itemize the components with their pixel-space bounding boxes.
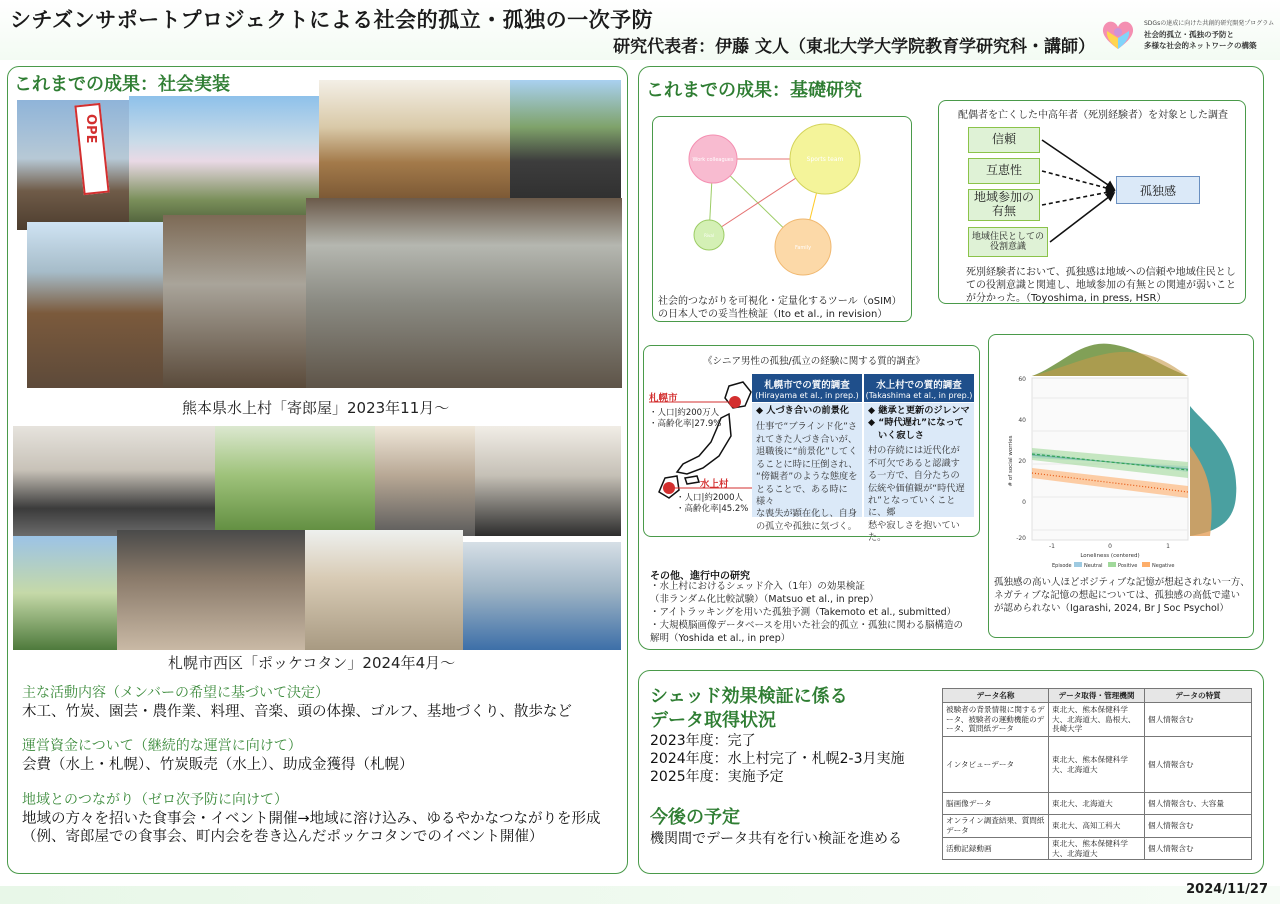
qual-col1-line: とることで、ある時に様々 bbox=[756, 483, 848, 507]
x-axis-label: Loneliness (centered) bbox=[1080, 553, 1140, 559]
label-family: Family bbox=[794, 245, 812, 251]
qual-col1-line: な喪失が顕在化し、自身 bbox=[756, 508, 858, 520]
photo-minakami-bamboo bbox=[163, 215, 306, 388]
qual-col1-body bbox=[752, 403, 862, 532]
caption-minakami: 熊本県水上村「寄郎屋」2023年11月～ bbox=[182, 399, 450, 417]
top-density-2 bbox=[1032, 352, 1188, 376]
program-logo bbox=[1100, 16, 1275, 56]
qual-col2-header-title: 水上村での質的調査 bbox=[876, 380, 962, 391]
table-row bbox=[943, 837, 1252, 860]
future-title: 今後の予定 bbox=[650, 807, 740, 828]
qual-col2-subtitle-3: いく寂しさ bbox=[878, 429, 924, 441]
qual-col2-line: 伝統や価値観が“時代遅 bbox=[868, 482, 965, 494]
osim-caption-2: の日本人での妥当性検証（Ito et al., in revision） bbox=[658, 309, 888, 320]
funding-title: 運営資金について（継続的な運営に向けて） bbox=[22, 738, 302, 754]
xtick-0: 0 bbox=[1108, 543, 1112, 550]
qual-col1-line: ることに時に圧倒され、 bbox=[756, 458, 858, 470]
qual-col2-line: 不可欠であると認識す bbox=[868, 457, 960, 469]
qual-col1-text bbox=[756, 421, 858, 533]
label-sports-team: Sports team bbox=[806, 156, 844, 163]
banner-text: OPE bbox=[83, 114, 98, 144]
photo-minakami-cherry-blossoms bbox=[129, 96, 319, 226]
qualitative-title: 《シニア男性の孤独/孤立の経験に関する質的調査》 bbox=[703, 356, 925, 367]
arrow-role bbox=[1050, 193, 1114, 242]
logo-program-text: SDGsの達成に向けた共創的研究開発プログラム bbox=[1144, 20, 1275, 27]
community-body-2: （例、寄郎屋での食事会、町内会を巻き込んだポッケコタンでのイベント開催） bbox=[22, 829, 544, 845]
sapporo-label: 札幌市 bbox=[649, 393, 678, 404]
ongoing-item: （非ランダム化比較試験）（Matsuo et al., in prep） bbox=[650, 594, 879, 605]
qual-col2-line: 村の存続には近代化が bbox=[868, 445, 960, 457]
loneliness-plot bbox=[990, 336, 1252, 572]
arrow-trust bbox=[1042, 140, 1114, 189]
photo-minakami-building bbox=[27, 222, 163, 388]
poster-date: 2024/11/27 bbox=[1186, 882, 1268, 897]
shed-status-2025: 2025年度：実施予定 bbox=[650, 769, 784, 785]
qual-col1-line: 退職後に“前景化”してく bbox=[756, 446, 858, 458]
survey-arrows bbox=[1040, 127, 1120, 257]
marker-minakami bbox=[663, 482, 675, 494]
table-row bbox=[943, 703, 1252, 737]
legend-neutral: Neutral bbox=[1084, 563, 1103, 569]
table-cell: 個人情報含む、大容量 bbox=[1145, 793, 1252, 815]
minakami-population: ・人口|約2000人 bbox=[676, 493, 743, 503]
factor-role-line2: 役割意識 bbox=[989, 242, 1026, 252]
table-cell: 東北大、北海道大 bbox=[1049, 793, 1145, 815]
photo-sapporo-golf bbox=[13, 536, 117, 650]
table-cell: 東北大、高知工科大 bbox=[1049, 815, 1145, 838]
photo-sapporo-meeting bbox=[475, 426, 621, 536]
table-cell: 東北大、熊本保健科学大、北海道大、島根大、長崎大学 bbox=[1049, 703, 1145, 737]
photo-minakami-field bbox=[510, 80, 621, 215]
ongoing-title: その他、進行中の研究 bbox=[650, 571, 750, 582]
xtick-1: 1 bbox=[1166, 543, 1170, 550]
qual-col1-line: 仕事で“ブラインド化”さ bbox=[756, 421, 858, 433]
legend-title: Episode bbox=[1052, 563, 1072, 569]
legend-positive: Positive bbox=[1118, 563, 1138, 569]
sapporo-aging: ・高齢化率|27.9% bbox=[649, 419, 722, 429]
legend-swatch-positive bbox=[1108, 562, 1116, 567]
logo-line-1: 社会的孤立・孤独の予防と bbox=[1144, 30, 1234, 39]
table-row bbox=[943, 815, 1252, 838]
ytick-minus20: -20 bbox=[1016, 535, 1026, 542]
sapporo-population: ・人口|約200万人 bbox=[649, 408, 720, 418]
ytick-20: 20 bbox=[1018, 458, 1026, 465]
osim-caption-1: 社会的つながりを可視化・定量化するツール（oSIM） bbox=[658, 296, 902, 307]
survey-note-3: が分かった。（Toyoshima, in press, HSR） bbox=[966, 293, 1167, 304]
photo-sapporo-outdoor bbox=[463, 542, 621, 650]
photo-sapporo-garden bbox=[215, 426, 375, 536]
arrow-participation bbox=[1042, 191, 1114, 205]
data-table-header: データ名称 bbox=[943, 689, 1049, 703]
qual-col2-body bbox=[864, 403, 974, 544]
table-cell: 個人情報含む bbox=[1145, 737, 1252, 793]
shed-title-1: シェッド効果検証に係る bbox=[650, 686, 848, 707]
photo-minakami-workshop bbox=[306, 198, 622, 388]
table-cell: 被験者の背景情報に関するデータ、被験者の運動機能のデータ、質問紙データ bbox=[943, 703, 1049, 737]
minakami-label: 水上村 bbox=[700, 479, 729, 490]
table-cell: 脳画像データ bbox=[943, 793, 1049, 815]
photo-sapporo-music bbox=[13, 426, 215, 536]
activities-title: 主な活動内容（メンバーの希望に基づいて決定） bbox=[22, 685, 330, 701]
community-title: 地域とのつながり（ゼロ次予防に向けて） bbox=[22, 792, 288, 808]
osim-network-diagram bbox=[653, 117, 911, 287]
qual-col2-subtitle-2: ◆ “時代遅れ”になって bbox=[868, 417, 964, 429]
qual-col2-header-cite: (Takashima et al., in prep.) bbox=[865, 391, 973, 400]
legend-swatch-neutral bbox=[1074, 562, 1082, 567]
ytick-60: 60 bbox=[1018, 376, 1026, 383]
legend-negative: Negative bbox=[1152, 563, 1175, 569]
qual-col2-subtitle-1: ◆ 継承と更新のジレンマ bbox=[868, 405, 970, 416]
funding-body: 会費（水上・札幌）、竹炭販売（水上）、助成金獲得（札幌） bbox=[22, 757, 414, 773]
plot-caption-3: が認められない（Igarashi, 2024, Br J Soc Psychol） bbox=[994, 603, 1229, 614]
legend-swatch-negative bbox=[1142, 562, 1150, 567]
survey-note-1: 死別経験者において、孤独感は地域への信頼や地域住民とし bbox=[966, 267, 1236, 278]
photo-sapporo-group bbox=[117, 530, 305, 650]
ongoing-item: ・大規模脳画像データベースを用いた社会的孤立・孤独に関わる脳構造の bbox=[650, 620, 964, 631]
principal-investigator: 研究代表者：伊藤 文人（東北大学大学院教育学研究科・講師） bbox=[613, 37, 1095, 57]
heart-logo-icon bbox=[1100, 18, 1136, 52]
shed-title-2: データ取得状況 bbox=[650, 710, 776, 731]
survey-title: 配偶者を亡くした中高年者（死別経験者）を対象とした調査 bbox=[958, 110, 1228, 121]
ongoing-item: ・アイトラッキングを用いた孤独予測（Takemoto et al., submitted） bbox=[650, 607, 957, 618]
photo-minakami-shop bbox=[17, 100, 129, 230]
table-cell: インタビューデータ bbox=[943, 737, 1049, 793]
qual-col2-line: 愁や寂しさを抱いていた。 bbox=[868, 519, 960, 544]
activities-body: 木工、竹炭、園芸・農作業、料理、音楽、頭の体操、ゴルフ、基地づくり、散歩など bbox=[22, 704, 572, 720]
table-cell: 個人情報含む bbox=[1145, 703, 1252, 737]
arrow-reciprocity bbox=[1042, 171, 1114, 190]
factor-trust: 信頼 bbox=[968, 127, 1040, 153]
factor-role-line1: 地域住民としての bbox=[971, 231, 1044, 242]
caption-sapporo: 札幌市西区「ポッケコタン」2024年4月～ bbox=[168, 654, 456, 672]
photo-sapporo-dinner bbox=[305, 530, 463, 650]
community-body-1: 地域の方々を招いた食事会・イベント開催→地域に溶け込み、ゆるやかなつながりを形成 bbox=[22, 811, 601, 827]
table-row bbox=[943, 737, 1252, 793]
photo-minakami-interior bbox=[319, 80, 510, 198]
qual-col1-line: “傍観者”のような態度を bbox=[756, 471, 858, 483]
footer-bar bbox=[0, 886, 1280, 904]
outcome-loneliness: 孤独感 bbox=[1116, 176, 1200, 204]
marker-sapporo bbox=[729, 396, 741, 408]
table-row bbox=[943, 793, 1252, 815]
table-cell: 個人情報含む bbox=[1145, 837, 1252, 860]
shed-status-2024: 2024年度：水上村完了・札幌2-3月実施 bbox=[650, 751, 905, 767]
qual-col1-subtitle: ◆ 人づき合いの前景化 bbox=[756, 405, 849, 416]
qual-col2-header bbox=[864, 374, 974, 402]
data-table-header-row bbox=[943, 689, 1252, 703]
ytick-40: 40 bbox=[1018, 417, 1026, 424]
factor-role-awareness bbox=[968, 227, 1048, 257]
label-work-colleagues: Work colleagues bbox=[692, 157, 734, 163]
left-heading: これまでの成果：社会実装 bbox=[14, 74, 230, 95]
photo-sapporo-room bbox=[375, 426, 475, 536]
data-table bbox=[942, 688, 1252, 860]
factor-participation-line2: 有無 bbox=[991, 204, 1016, 218]
qual-col2-line: れ”となっていくことに、郷 bbox=[868, 494, 956, 519]
shed-status-2023: 2023年度：完了 bbox=[650, 733, 756, 749]
table-cell: 個人情報含む bbox=[1145, 815, 1252, 838]
factor-reciprocity: 互恵性 bbox=[968, 158, 1040, 184]
survey-note-2: ての役割意識と関連し、地域参加の有無との関連が弱いこと bbox=[966, 280, 1236, 291]
qual-col1-line: の孤立や孤独に気づく。 bbox=[756, 520, 857, 532]
qual-col1-line: れてきた人づき合いが、 bbox=[756, 433, 858, 445]
data-table-header: データの特質 bbox=[1145, 689, 1252, 703]
plot-caption-1: 孤独感の高い人ほどポジティブな記憶が想起されない一方、 bbox=[994, 577, 1250, 588]
ytick-0: 0 bbox=[1022, 499, 1026, 506]
factor-participation bbox=[968, 189, 1040, 221]
plot-caption-2: ネガティブな記憶の想起については、孤独感の高低で違い bbox=[994, 590, 1241, 601]
data-table-header: データ取得・管理機関 bbox=[1049, 689, 1145, 703]
qual-col1-header-cite: (Hirayama et al., in prep.) bbox=[755, 391, 859, 400]
label-rival: Rival bbox=[704, 233, 714, 238]
future-body: 機関間でデータ共有を行い検証を進める bbox=[650, 831, 902, 847]
factor-participation-line1: 地域参加の bbox=[973, 190, 1034, 205]
qual-col2-line: る一方で、自分たちの bbox=[868, 470, 960, 482]
ongoing-item: 解明（Yoshida et al., in prep） bbox=[650, 633, 791, 644]
y-axis-label: # of social worries bbox=[1008, 435, 1014, 487]
table-cell: 東北大、熊本保健科学大、北海道大 bbox=[1049, 837, 1145, 860]
poster-title: シチズンサポートプロジェクトによる社会的孤立・孤独の一次予防 bbox=[10, 8, 654, 32]
basic-heading: これまでの成果：基礎研究 bbox=[646, 80, 862, 101]
logo-line-2: 多様な社会的ネットワークの構築 bbox=[1144, 41, 1257, 50]
table-cell: オンライン調査結果、質問紙データ bbox=[943, 815, 1049, 838]
ongoing-list bbox=[650, 580, 963, 645]
qual-col2-text bbox=[868, 445, 970, 544]
qual-col1-header-title: 札幌市での質的調査 bbox=[764, 380, 850, 391]
qual-col1-header bbox=[752, 374, 862, 402]
minakami-aging: ・高齢化率|45.2% bbox=[676, 504, 749, 514]
xtick-minus1: -1 bbox=[1049, 543, 1055, 550]
table-cell: 東北大、熊本保健科学大、北海道大 bbox=[1049, 737, 1145, 793]
table-cell: 活動記録動画 bbox=[943, 837, 1049, 860]
ongoing-item: ・水上村におけるシェッド介入（1年）の効果検証 bbox=[650, 581, 865, 592]
